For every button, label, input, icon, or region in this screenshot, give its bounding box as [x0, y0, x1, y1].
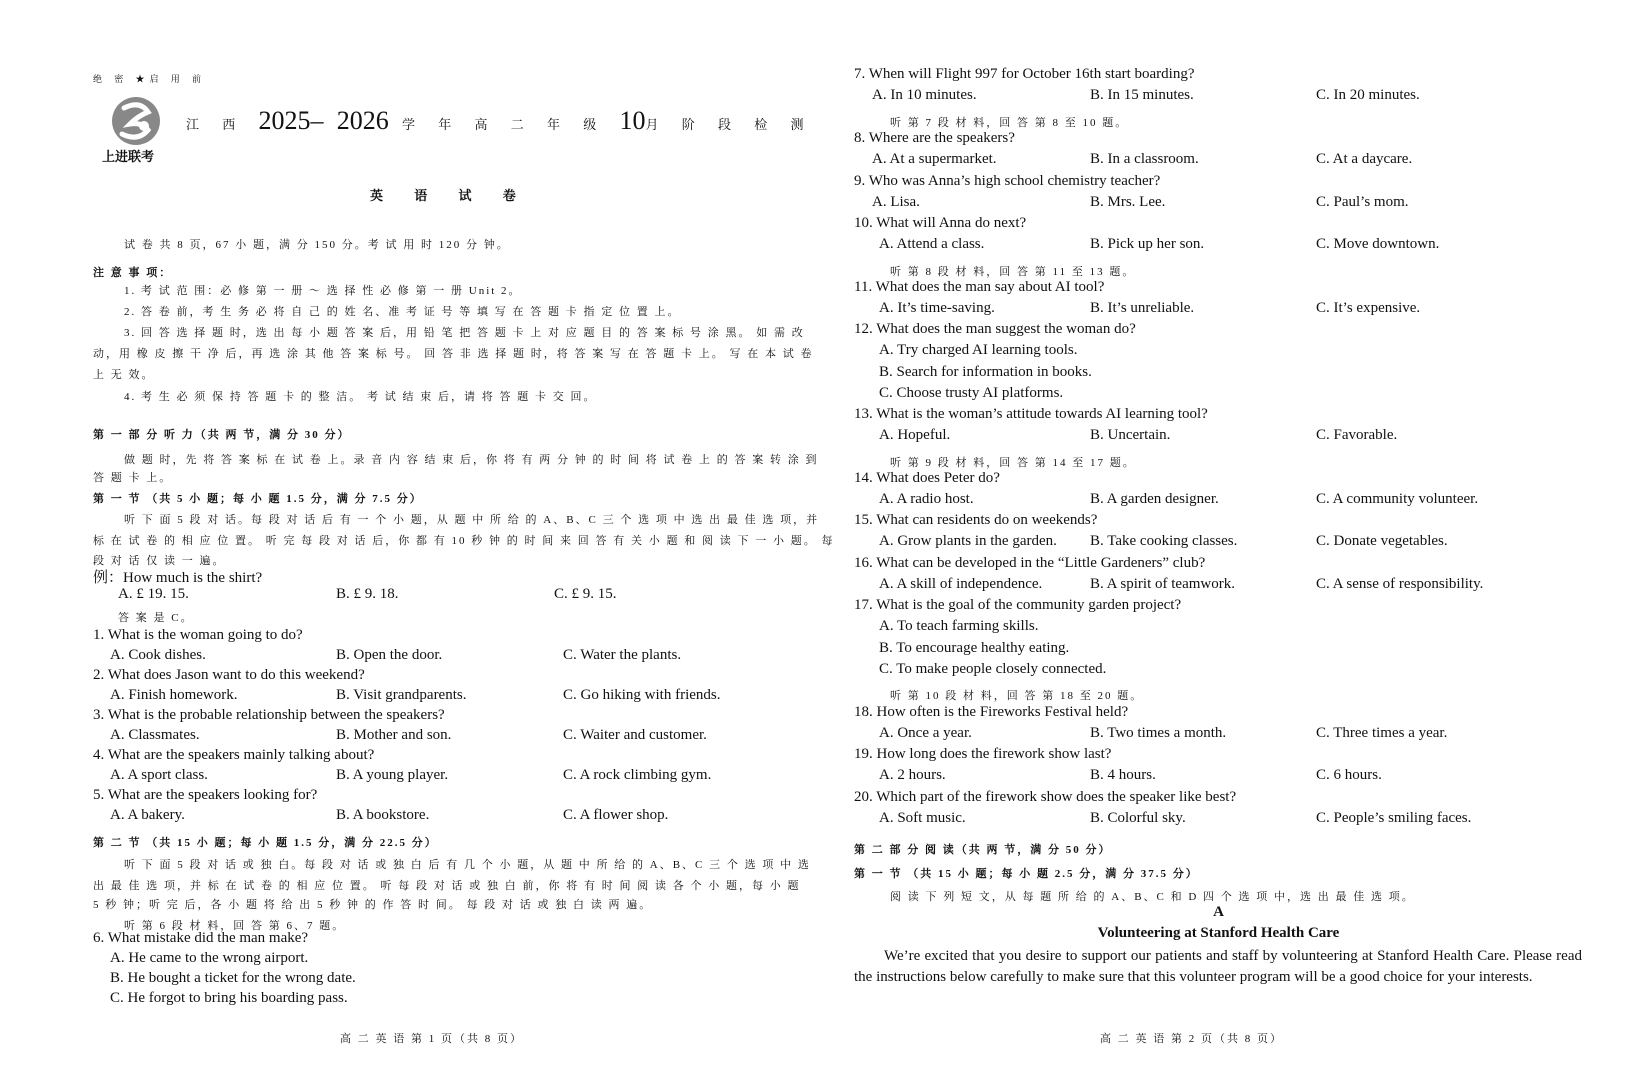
material-7: 听 第 7 段 材 料，回 答 第 8 至 10 题。 — [890, 117, 1129, 129]
sec1-desc-1: 听 下 面 5 段 对 话。每 段 对 话 后 有 一 个 小 题，从 题 中 所 给 的 A、B、C 三 个 选 项 中 选 出 最 佳 选 项，并 — [124, 514, 820, 526]
question-12-option-b: B. Search for information in books. — [879, 364, 1092, 380]
question-1-options — [110, 647, 800, 667]
option-a: A. Soft music. — [879, 810, 966, 826]
question-14-options — [879, 491, 1579, 511]
option-c: C. A sense of responsibility. — [1316, 576, 1484, 592]
question-15-options — [879, 533, 1579, 553]
question-5: 5. What are the speakers looking for? — [93, 787, 318, 803]
question-12-option-a: A. Try charged AI learning tools. — [879, 342, 1078, 358]
option-b: B. Two times a month. — [1090, 725, 1227, 741]
sec1-desc-2: 标 在 试 卷 的 相 应 位 置。 听 完 每 段 对 话 后，你 都 有 10 秒 钟 的 时 间 来 回 答 有 关 小 题 和 阅 读 下 一 小 题。 每 — [93, 535, 835, 547]
example-answer: 答 案 是 C。 — [118, 612, 194, 624]
part1-desc-1: 做 题 时，先 将 答 案 标 在 试 卷 上。录 音 内 容 结 束 后，你 将 有 两 分 钟 的 时 间 将 试 卷 上 的 答 案 转 涂 到 — [124, 454, 819, 466]
option-a: A. £ 19. 15. — [118, 586, 189, 602]
question-14: 14. What does Peter do? — [854, 470, 1000, 486]
page-footer-2: 高 二 英 语 第 2 页（共 8 页） — [1100, 1033, 1283, 1045]
option-a: A. Cook dishes. — [110, 647, 206, 663]
option-b: B. Mother and son. — [336, 727, 452, 743]
option-b: B. In 15 minutes. — [1090, 87, 1194, 103]
option-a: A. At a supermarket. — [872, 151, 997, 167]
question-4-options — [110, 767, 800, 787]
option-a: A. A radio host. — [879, 491, 974, 507]
question-16: 16. What can be developed in the “Little Gardeners” club? — [854, 555, 1206, 571]
option-c: C. At a daycare. — [1316, 151, 1413, 167]
option-a: A. Finish homework. — [110, 687, 238, 703]
option-b: B. Mrs. Lee. — [1090, 194, 1166, 210]
header-year2: 2026 — [336, 106, 389, 135]
question-8-options — [872, 151, 1572, 171]
option-a: A. Once a year. — [879, 725, 972, 741]
option-b: B. A spirit of teamwork. — [1090, 576, 1235, 592]
question-5-options — [110, 807, 800, 827]
option-b: B. In a classroom. — [1090, 151, 1199, 167]
option-a: A. 2 hours. — [879, 767, 946, 783]
option-c: C. Go hiking with friends. — [563, 687, 721, 703]
question-6: 6. What mistake did the man make? — [93, 930, 309, 946]
logo — [102, 94, 164, 165]
option-a: A. Grow plants in the garden. — [879, 533, 1057, 549]
option-c: C. Paul’s mom. — [1316, 194, 1409, 210]
part2-sec1-title: 第 一 节 （共 15 小 题；每 小 题 2.5 分，满 分 37.5 分） — [854, 868, 1199, 880]
sec1-desc-3: 段 对 话 仅 读 一 遍。 — [93, 555, 226, 567]
option-b: B. Colorful sky. — [1090, 810, 1186, 826]
question-18: 18. How often is the Fireworks Festival held? — [854, 704, 1129, 720]
option-b: B. Visit grandparents. — [336, 687, 467, 703]
option-b: B. Uncertain. — [1090, 427, 1171, 443]
option-c: C. A flower shop. — [563, 807, 669, 823]
option-b: B. Open the door. — [336, 647, 443, 663]
header-mid: 学 年 高 二 年 级 — [402, 117, 607, 132]
note-3-cont: 动，用 橡 皮 擦 干 净 后，再 选 涂 其 他 答 案 标 号。 回 答 非 选 择 题 时，将 答 案 写 在 答 题 卡 上。 写 在 本 试 卷 — [93, 348, 814, 360]
header-month: 10 — [619, 106, 646, 135]
page-footer-1: 高 二 英 语 第 1 页（共 8 页） — [340, 1033, 523, 1045]
subject-title: 英 语 试 卷 — [370, 188, 530, 203]
option-b: B. A garden designer. — [1090, 491, 1219, 507]
header-suffix: 月 阶 段 检 测 — [645, 117, 814, 132]
material-9: 听 第 9 段 材 料，回 答 第 14 至 17 题。 — [890, 457, 1136, 469]
example-question: 例：How much is the shirt? — [93, 570, 263, 586]
question-8: 8. Where are the speakers? — [854, 130, 1015, 146]
question-11: 11. What does the man say about AI tool? — [854, 279, 1105, 295]
note-2: 2. 答 卷 前，考 生 务 必 将 自 己 的 姓 名、准 考 证 号 等 填 写 在 答 题 卡 指 定 位 置 上。 — [124, 306, 681, 318]
note-4: 4. 考 生 必 须 保 持 答 题 卡 的 整 洁。 考 试 结 束 后，请 将 答 题 卡 交 回。 — [124, 391, 597, 403]
confidential-label: 绝 密 ★启 用 前 — [93, 74, 207, 84]
option-a: A. Attend a class. — [879, 236, 985, 252]
option-c: C. A rock climbing gym. — [563, 767, 712, 783]
passage-letter: A — [1213, 904, 1224, 920]
material-6: 听 第 6 段 材 料，回 答 第 6、7 题。 — [124, 920, 346, 932]
option-a: A. Classmates. — [110, 727, 200, 743]
note-3: 3. 回 答 选 择 题 时，选 出 每 小 题 答 案 后，用 铅 笔 把 答 题 卡 上 对 应 题 目 的 答 案 标 号 涂 黑。 如 需 改 — [124, 327, 805, 339]
option-a: A. In 10 minutes. — [872, 87, 977, 103]
option-b: B. Pick up her son. — [1090, 236, 1205, 252]
question-2: 2. What does Jason want to do this weekend? — [93, 667, 365, 683]
question-20: 20. Which part of the firework show does the speaker like best? — [854, 789, 1237, 805]
question-12-option-c: C. Choose trusty AI platforms. — [879, 385, 1064, 401]
question-15: 15. What can residents do on weekends? — [854, 512, 1098, 528]
option-c: C. In 20 minutes. — [1316, 87, 1420, 103]
question-6-option-b: B. He bought a ticket for the wrong date. — [110, 970, 356, 986]
option-a: A. Hopeful. — [879, 427, 951, 443]
question-7-options — [872, 87, 1572, 107]
question-13-options — [879, 427, 1579, 447]
sec2-desc-3: 5 秒 钟；听 完 后，各 小 题 将 给 出 5 秒 钟 的 作 答 时 间。 每 段 对 话 或 独 白 读 两 遍。 — [93, 899, 653, 911]
passage-text: We’re excited that you desire to support our patients and staff by volunteering at Stanford Health Care. Please read the instructions below carefully to make sure that this volunteer program will be a good choice for your interests. — [854, 948, 1582, 985]
material-8: 听 第 8 段 材 料，回 答 第 11 至 13 题。 — [890, 266, 1136, 278]
sec2-title: 第 二 节 （共 15 小 题；每 小 题 1.5 分，满 分 22.5 分） — [93, 837, 438, 849]
question-17-option-c: C. To make people closely connected. — [879, 661, 1107, 677]
question-6-option-a: A. He came to the wrong airport. — [110, 950, 309, 966]
option-a: A. Lisa. — [872, 194, 920, 210]
question-10-options — [879, 236, 1579, 256]
question-9-options — [872, 194, 1572, 214]
option-c: C. It’s expensive. — [1316, 300, 1421, 316]
question-20-options — [879, 810, 1579, 830]
option-b: B. It’s unreliable. — [1090, 300, 1195, 316]
question-7: 7. When will Flight 997 for October 16th start boarding? — [854, 66, 1195, 82]
notes-title: 注 意 事 项： — [93, 267, 173, 279]
question-19: 19. How long does the firework show last? — [854, 746, 1112, 762]
part1-desc-2: 答 题 卡 上。 — [93, 472, 173, 484]
exam-info: 试 卷 共 8 页，67 小 题，满 分 150 分。考 试 用 时 120 分 钟。 — [124, 239, 510, 251]
header-dash: – — [310, 106, 324, 135]
option-c: C. £ 9. 15. — [554, 586, 617, 602]
logo-text: 上进联考 — [102, 150, 155, 165]
question-17-option-b: B. To encourage healthy eating. — [879, 640, 1070, 656]
question-12: 12. What does the man suggest the woman do? — [854, 321, 1136, 337]
question-9: 9. Who was Anna’s high school chemistry teacher? — [854, 173, 1161, 189]
option-b: B. £ 9. 18. — [336, 586, 399, 602]
option-a: A. It’s time-saving. — [879, 300, 995, 316]
passage-title: Volunteering at Stanford Health Care — [1097, 925, 1340, 941]
option-b: B. 4 hours. — [1090, 767, 1156, 783]
option-c: C. A community volunteer. — [1316, 491, 1479, 507]
question-17: 17. What is the goal of the community garden project? — [854, 597, 1182, 613]
question-18-options — [879, 725, 1579, 745]
sec2-desc-1: 听 下 面 5 段 对 话 或 独 白。每 段 对 话 或 独 白 后 有 几 个 小 题，从 题 中 所 给 的 A、B、C 三 个 选 项 中 选 — [124, 859, 811, 871]
logo-icon — [108, 94, 164, 148]
question-19-options — [879, 767, 1579, 787]
option-a: A. A skill of independence. — [879, 576, 1043, 592]
header-title — [186, 106, 814, 136]
question-1: 1. What is the woman going to do? — [93, 627, 303, 643]
header-prefix: 江 西 — [186, 117, 246, 132]
right-page — [812, 0, 1625, 1079]
part2-title: 第 二 部 分 阅 读（共 两 节，满 分 50 分） — [854, 844, 1112, 856]
option-c: C. Waiter and customer. — [563, 727, 707, 743]
note-1: 1. 考 试 范 围：必 修 第 一 册 ～ 选 择 性 必 修 第 一 册 Unit 2。 — [124, 285, 522, 297]
option-c: C. People’s smiling faces. — [1316, 810, 1472, 826]
question-3: 3. What is the probable relationship between the speakers? — [93, 707, 445, 723]
option-b: B. Take cooking classes. — [1090, 533, 1238, 549]
option-a: A. A bakery. — [110, 807, 185, 823]
question-10: 10. What will Anna do next? — [854, 215, 1027, 231]
question-11-options — [879, 300, 1579, 320]
part1-title: 第 一 部 分 听 力（共 两 节，满 分 30 分） — [93, 429, 351, 441]
part2-desc: 阅 读 下 列 短 文，从 每 题 所 给 的 A、B、C 和 D 四 个 选 项 中，选 出 最 佳 选 项。 — [890, 891, 1415, 903]
question-16-options — [879, 576, 1579, 596]
option-c: C. Favorable. — [1316, 427, 1398, 443]
option-a: A. A sport class. — [110, 767, 208, 783]
header-year1: 2025 — [258, 106, 311, 135]
option-c: C. Donate vegetables. — [1316, 533, 1448, 549]
note-3-end: 上 无 效。 — [93, 369, 155, 381]
question-4: 4. What are the speakers mainly talking about? — [93, 747, 375, 763]
question-2-options — [110, 687, 800, 707]
option-c: C. Three times a year. — [1316, 725, 1448, 741]
question-13: 13. What is the woman’s attitude towards AI learning tool? — [854, 406, 1208, 422]
question-3-options — [110, 727, 800, 747]
sec1-title: 第 一 节 （共 5 小 题；每 小 题 1.5 分，满 分 7.5 分） — [93, 493, 423, 505]
example-options — [118, 586, 798, 606]
option-c: C. 6 hours. — [1316, 767, 1382, 783]
option-c: C. Water the plants. — [563, 647, 682, 663]
question-6-option-c: C. He forgot to bring his boarding pass. — [110, 990, 348, 1006]
sec2-desc-2: 出 最 佳 选 项，并 标 在 试 卷 的 相 应 位 置。 听 每 段 对 话 或 独 白 前，你 将 有 时 间 阅 读 各 个 小 题，每 小 题 — [93, 880, 801, 892]
option-b: B. A young player. — [336, 767, 449, 783]
question-17-option-a: A. To teach farming skills. — [879, 618, 1039, 634]
option-b: B. A bookstore. — [336, 807, 430, 823]
material-10: 听 第 10 段 材 料，回 答 第 18 至 20 题。 — [890, 690, 1144, 702]
option-c: C. Move downtown. — [1316, 236, 1440, 252]
